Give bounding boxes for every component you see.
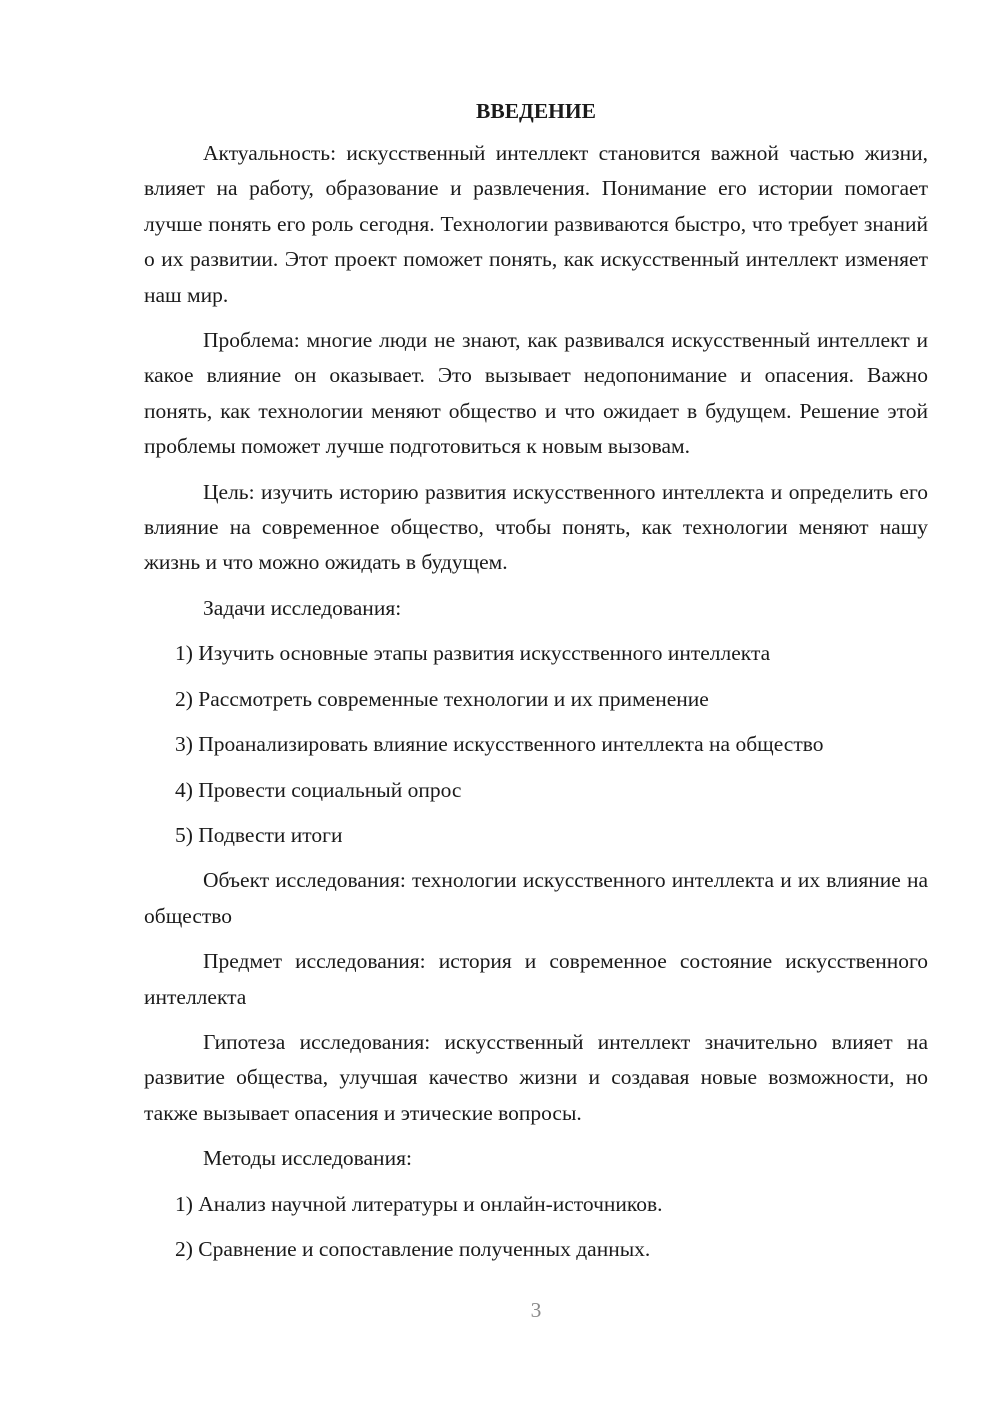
relevance-paragraph: Актуальность: искусственный интеллект становится важной частью жизни, влияет на работу, образование и развлечения. Понимание его истории помогает лучше понять его роль сегодня. Технологии развиваются быстро, что требует знаний о их развитии. Этот проект поможет понять, как искусственный интеллект изменяет наш мир.: [144, 141, 928, 307]
subject-paragraph: Предмет исследования: история и современное состояние искусственного интеллекта: [144, 949, 928, 1009]
page-number: 3: [530, 1298, 542, 1322]
list-item: 2) Рассмотреть современные технологии и их применение: [175, 686, 709, 711]
object-paragraph: Объект исследования: технологии искусственного интеллекта и их влияние на общество: [144, 868, 928, 928]
list-item: 4) Провести социальный опрос: [175, 777, 462, 802]
list-item: 3) Проанализировать влияние искусственного интеллекта на общество: [175, 732, 824, 757]
methods-title: Методы исследования:: [203, 1146, 412, 1171]
goal-paragraph: Цель: изучить историю развития искусственного интеллекта и определить его влияние на современное общество, чтобы понять, как технологии меняют нашу жизнь и что можно ожидать в будущем.: [144, 479, 928, 575]
hypothesis-paragraph: Гипотеза исследования: искусственный интеллект значительно влияет на развитие общества, улучшая качество жизни и создавая новые возможности, но также вызывает опасения и этические вопросы.: [144, 1029, 928, 1125]
tasks-title: Задачи исследования:: [203, 595, 402, 620]
methods-list: [144, 1187, 928, 1268]
section-heading: ВВЕДЕНИЕ: [476, 99, 596, 123]
list-item: 1) Изучить основные этапы развития искусственного интеллекта: [175, 641, 771, 666]
tasks-list: [144, 636, 928, 853]
list-item: 2) Сравнение и сопоставление полученных данных.: [175, 1236, 651, 1261]
problem-paragraph: Проблема: многие люди не знают, как развивался искусственный интеллект и какое влияние он оказывает. Это вызывает недопонимание и опасения. Важно понять, как технологии меняют общество и что ожидает в будущем. Решение этой проблемы поможет лучше подготовиться к новым вызовам.: [144, 328, 928, 459]
list-item: 5) Подвести итоги: [175, 822, 343, 847]
document-page: [144, 96, 928, 1277]
list-item: 1) Анализ научной литературы и онлайн-источников.: [175, 1191, 663, 1216]
